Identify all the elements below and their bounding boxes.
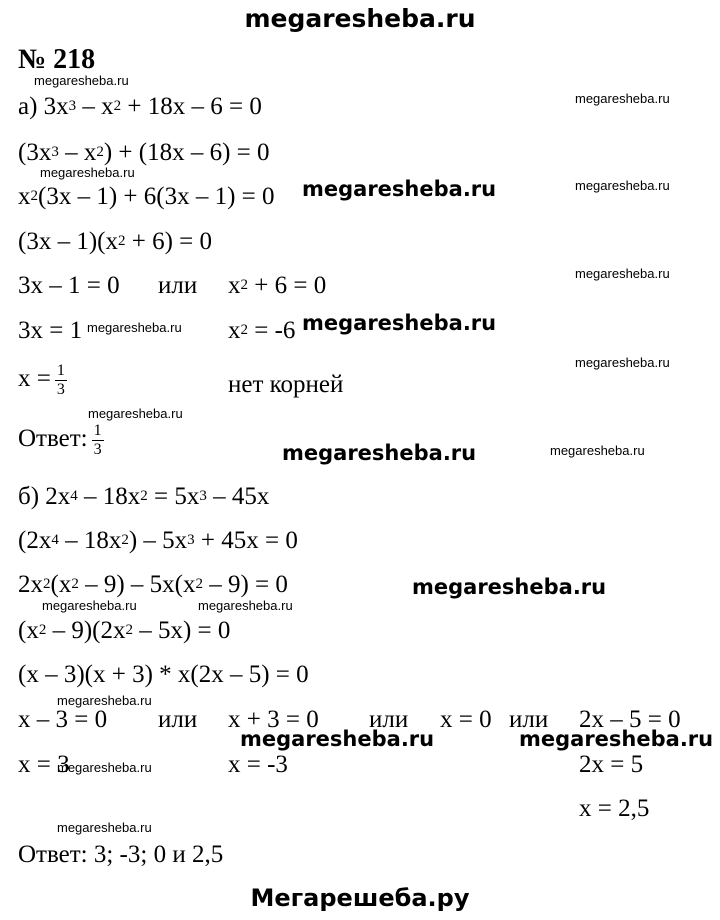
watermark-small-10: megaresheba.ru: [42, 598, 137, 613]
answer-fraction: $\frac{1}{3}$: [93, 422, 102, 458]
part-b-line-6-or2: или: [369, 706, 409, 733]
part-b-line-7-c2: x = -3: [228, 751, 288, 778]
part-b-line-2: $(2x^4 - 18x^2) - 5x^3 + 45x = 0$: [18, 527, 298, 554]
problem-number: № 218: [18, 44, 96, 75]
part-b-line-6-c2: x + 3 = 0: [228, 706, 319, 733]
watermark-small-12: megaresheba.ru: [57, 693, 152, 708]
watermark-big-4: megaresheba.ru: [412, 575, 607, 599]
part-a-line-6-right: $x^2 = -6$: [228, 317, 296, 344]
watermark-small-9: megaresheba.ru: [550, 443, 645, 458]
part-b-line-6-c1: x – 3 = 0: [18, 706, 108, 733]
watermark-small-6: megaresheba.ru: [87, 320, 182, 335]
part-a-line-5-or: или: [158, 272, 198, 299]
watermark-small-13: megaresheba.ru: [57, 760, 152, 775]
part-b-line-7-c1: x = 3: [18, 751, 70, 778]
part-b-answer: Ответ: 3; -3; 0 и 2,5: [18, 841, 224, 868]
watermark-small-11: megaresheba.ru: [198, 598, 293, 613]
watermark-big-2: megaresheba.ru: [302, 311, 497, 335]
part-b-line-5: (x – 3)(x + 3) * x(2x – 5) = 0: [18, 661, 309, 688]
watermark-small-7: megaresheba.ru: [575, 355, 670, 370]
site-footer: Мегарешеба.ру: [250, 884, 470, 912]
part-b-line-6-or1: или: [158, 706, 198, 733]
watermark-small-8: megaresheba.ru: [88, 406, 183, 421]
part-b-line-3: $2x^2(x^2 - 9) - 5x(x^2 - 9) = 0$: [18, 571, 288, 598]
part-b-line-8-c4: x = 2,5: [579, 795, 650, 822]
watermark-small-4: megaresheba.ru: [575, 178, 670, 193]
watermark-big-3: megaresheba.ru: [282, 441, 477, 465]
part-b-line-6-or3: или: [509, 706, 549, 733]
part-b-line-6-c3: x = 0: [440, 706, 492, 733]
part-a-line-5-right: $x^2 + 6 = 0$: [228, 272, 327, 299]
watermark-small-1: megaresheba.ru: [34, 73, 129, 88]
part-a-line-3: $x^2(3x - 1) + 6(3x - 1) = 0$: [18, 183, 275, 210]
part-a-answer: Ответ: $\frac{1}{3}$: [18, 422, 102, 458]
fraction-one-third: $\frac{1}{3}$: [56, 362, 65, 398]
part-a-line-7-right: нет корней: [228, 371, 344, 398]
part-a-line-7-left: x = $\frac{1}{3}$: [18, 362, 65, 398]
part-a-line-6-left: 3x = 1: [18, 317, 83, 344]
part-b-line-7-c4: 2x = 5: [579, 751, 644, 778]
watermark-small-2: megaresheba.ru: [575, 91, 670, 106]
part-b-line-6-c4: 2x – 5 = 0: [579, 706, 681, 733]
watermark-small-5: megaresheba.ru: [575, 266, 670, 281]
part-a-line-4: $(3x - 1)(x^2 + 6) = 0$: [18, 228, 213, 255]
part-a-line-2: $(3x^3 - x^2) + (18x - 6) = 0$: [18, 139, 270, 166]
part-a-line-1: а) $3x^3 - x^2 + 18x - 6 = 0$: [18, 93, 262, 120]
watermark-big-1: megaresheba.ru: [302, 177, 497, 201]
site-header: megaresheba.ru: [244, 4, 476, 33]
watermark-small-3: megaresheba.ru: [40, 165, 135, 180]
part-b-line-4: $(x^2 - 9)(2x^2 - 5x) = 0$: [18, 617, 231, 644]
watermark-big-6: megaresheba.ru: [519, 727, 714, 751]
watermark-small-14: megaresheba.ru: [57, 820, 152, 835]
part-a-line-5-left: 3x – 1 = 0: [18, 272, 120, 299]
part-b-line-1: б) $2x^4 - 18x^2 = 5x^3 - 45x$: [18, 483, 270, 510]
watermark-big-5: megaresheba.ru: [240, 727, 435, 751]
